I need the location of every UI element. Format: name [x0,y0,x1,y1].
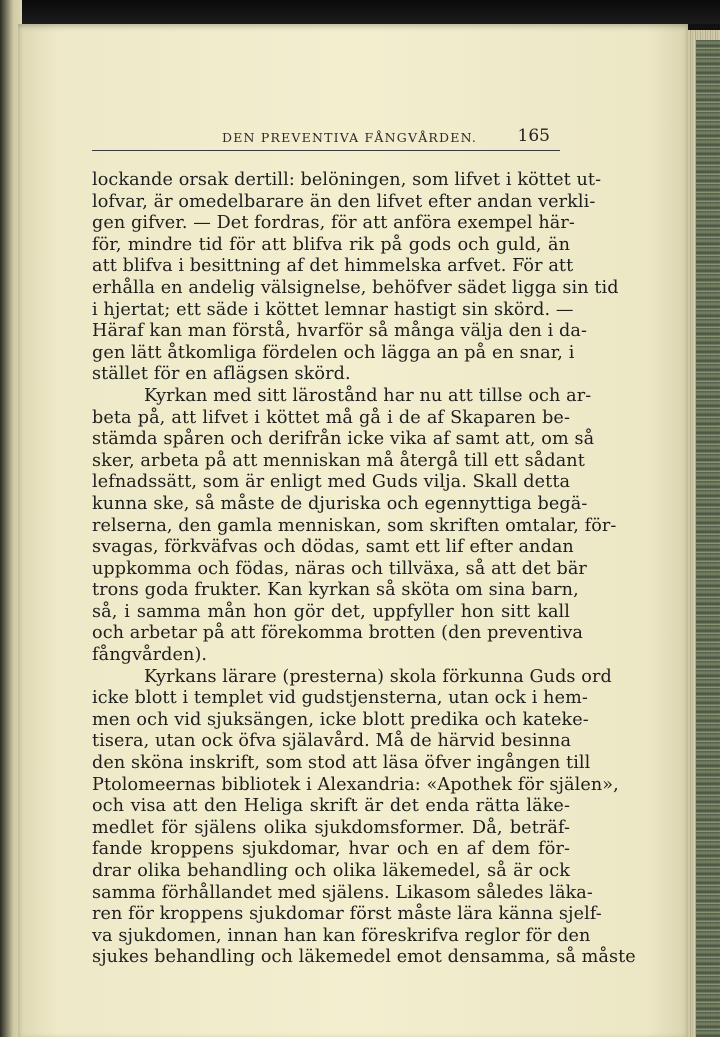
text-line: relserna, den gamla menniskan, som skriften omtalar, för- [92,515,617,536]
text-line: Ptolomeernas bibliotek i Alexandria: «Apothek för själen», [92,774,619,795]
text-line: gen lätt åtkomliga fördelen och lägga an på en snar, i [92,342,575,363]
text-line: lockande orsak dertill: belöningen, som lifvet i köttet ut- [92,170,602,190]
scan-background-top [0,0,720,24]
text-line: att blifva i besittning af det himmelska arfvet. För att [92,256,574,277]
text-line: den sköna inskrift, som stod att läsa öfver ingången till [92,753,591,774]
text-line: Häraf kan man förstå, hvarför så många välja den i da- [92,321,588,342]
text-line: Kyrkan med sitt lärostånd har nu att tillse och ar- [144,385,592,406]
text-line: va sjukdomen, innan han kan föreskrifva reglor för den [92,925,591,946]
text-line: drar olika behandling och olika läkemedel, så är ock [92,861,570,881]
text-line: sker, arbeta på att menniskan må återgå till ett sådant [92,450,585,471]
page-header [92,126,560,151]
text-line: lefnadssätt, som är enligt med Guds vilja. Skall detta [92,472,571,493]
text-line: och arbetar på att förekomma brotten (den preventiva [92,623,583,644]
text-line: stämda spåren och derifrån icke vika af samt att, om så [92,429,595,450]
text-line: ren för kroppens sjukdomar först måste lära känna sjelf- [92,904,602,925]
text-line: trons goda frukter. Kan kyrkan så sköta om sina barn, [92,580,579,601]
body-text [92,170,636,969]
text-line: så, i samma mån hon gör det, uppfyller hon sitt kall [92,601,570,622]
text-line: stället för en aflägsen skörd. [92,364,351,385]
text-line: sjukes behandling och läkemedel emot densamma, så måste [92,947,636,968]
text-line: uppkomma och födas, näras och tillväxa, så att det bär [92,558,587,579]
text-line: svagas, förkväfvas och dödas, samt ett lif efter andan [92,537,574,558]
text-line: fande kroppens sjukdomar, hvar och en af dem för- [92,839,570,860]
text-line: i hjertat; ett säde i köttet lemnar hastigt sin skörd. — [92,299,574,320]
running-head: DEN PREVENTIVA FÅNGVÅRDEN. [222,130,478,145]
text-line: men och vid sjuksängen, icke blott predika och kateke- [92,709,589,730]
text-line: Kyrkans lärare (presterna) skola förkunna Guds ord [144,666,612,687]
text-line: fångvården). [92,645,208,666]
text-line: och visa att den Heliga skrift är det enda rätta läke- [92,796,570,817]
page-number: 165 [517,126,550,146]
text-line: lofvar, är omedelbarare än den lifvet efter andan verkli- [92,191,596,212]
text-line: beta på, att lifvet i köttet må gå i de af Skaparen be- [92,407,570,428]
text-line: samma förhållandet med själens. Likasom således läka- [92,882,593,903]
text-line: tisera, utan ock öfva själavård. Må de härvid besinna [92,731,572,752]
book-cover-edge [696,40,720,1037]
text-line: icke blott i templet vid gudstjensterna, utan ock i hem- [92,688,588,709]
text-line: erhålla en andelig välsignelse, behöfver sädet ligga sin tid [92,277,619,298]
text-line: för, mindre tid för att blifva rik på gods och guld, än [92,234,570,255]
text-line: gen gifver. — Det fordras, för att anföra exempel här- [92,213,575,234]
text-line: medlet för själens olika sjukdomsformer. Då, beträf- [92,817,570,838]
text-line: kunna ske, så måste de djuriska och egennyttiga begä- [92,493,588,514]
